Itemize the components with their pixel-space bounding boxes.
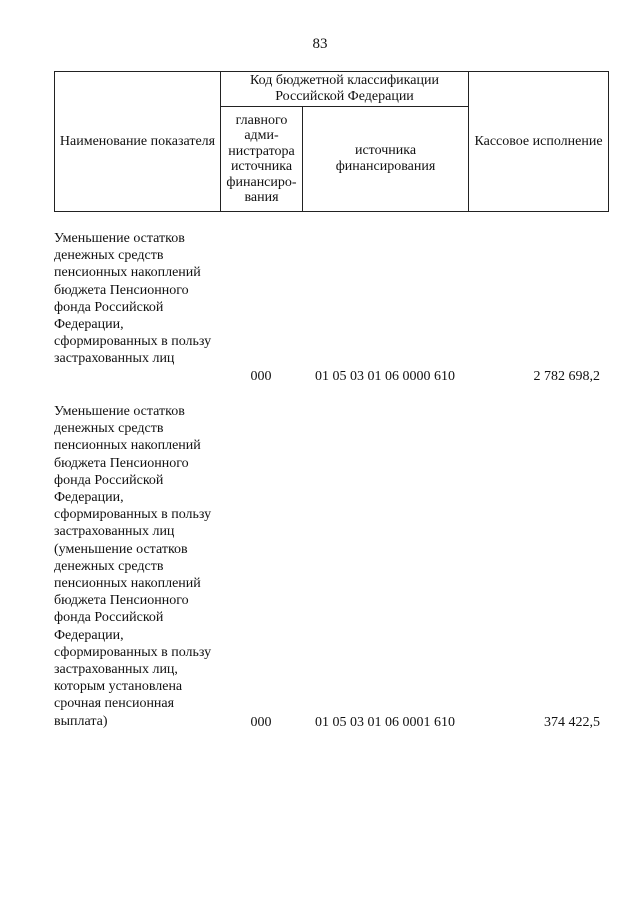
row-admin-code: 000 [250,715,272,730]
header-name-column: Наименование показателя [55,72,221,212]
page-number: 83 [312,36,328,52]
row-admin-code: 000 [250,369,272,384]
row-source-code: 01 05 03 01 06 0000 610 [315,369,455,384]
table-row [54,230,608,390]
row-amount: 374 422,5 [544,715,600,730]
header-source-column: источника финансирования [303,107,469,212]
row-name: Уменьшение остатков денежных средств пенсионных накоплений бюджета Пенсионного фонда Российской Федерации, сформированных в пользу застрахованных лиц [54,231,212,367]
row-name: Уменьшение остатков денежных средств пенсионных накоплений бюджета Пенсионного фонда Российской Федерации, сформированных в пользу застрахованных лиц (уменьшение остатков денежных средств пенсионных накоплений бюджета Пенсионного фонда Российской Федерации, сформированных в пользу застрахованных лиц, которым установлена срочная пенсионная выплата) [54,404,212,729]
row-amount: 2 782 698,2 [533,369,600,384]
header-admin-column: главного адми-нистратора источника финансиро-вания [221,107,303,212]
header-code-group: Код бюджетной классификации Российской Федерации [221,72,469,107]
table-row [54,403,608,743]
header-amount-column: Кассовое исполнение [469,72,609,212]
row-source-code: 01 05 03 01 06 0001 610 [315,715,455,730]
table-header [54,71,609,212]
